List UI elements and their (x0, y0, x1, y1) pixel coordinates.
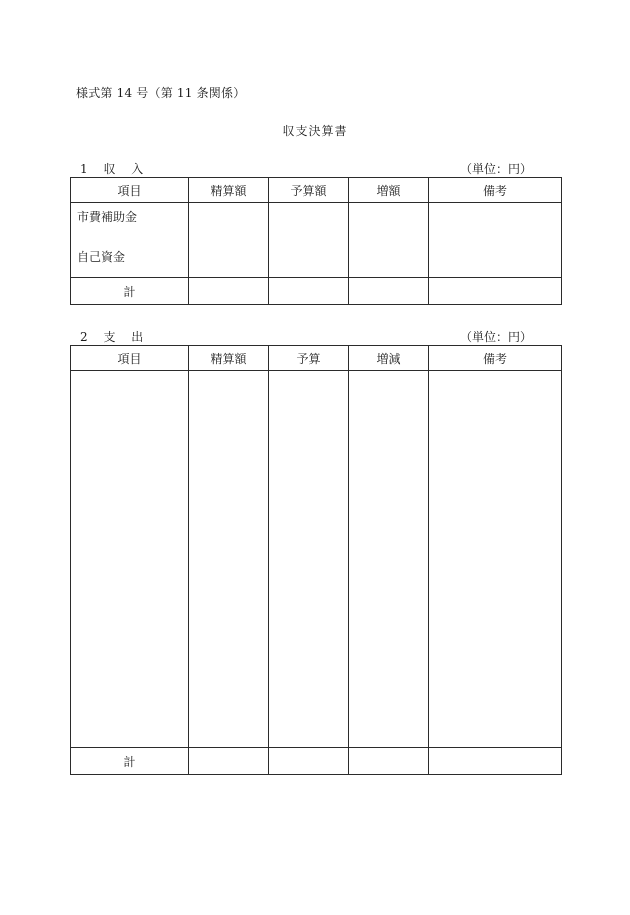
income-unit-label: （単位：円） (459, 162, 532, 176)
expense-section-title: 2 支 出 (80, 330, 144, 344)
income-col-budget-amount: 予算額 (269, 178, 349, 203)
income-col-item: 項目 (71, 178, 189, 203)
income-total-row (71, 278, 562, 305)
expense-table (70, 345, 562, 775)
income-body-row (71, 203, 562, 278)
income-total-label: 計 (71, 278, 189, 305)
income-budget-cell[interactable] (269, 203, 349, 278)
expense-body-row (71, 371, 562, 748)
page-title: 収支決算書 (282, 124, 348, 138)
expense-col-item: 項目 (71, 346, 189, 371)
income-col-settled-amount: 精算額 (189, 178, 269, 203)
expense-remarks-cell[interactable] (429, 371, 562, 748)
income-total-increase-cell[interactable] (349, 278, 429, 305)
income-col-remarks: 備考 (429, 178, 562, 203)
income-section-header (72, 160, 560, 176)
income-col-increase: 増額 (349, 178, 429, 203)
income-remarks-cell[interactable] (429, 203, 562, 278)
expense-col-settled-amount: 精算額 (189, 346, 269, 371)
income-settled-cell[interactable] (189, 203, 269, 278)
expense-total-row (71, 748, 562, 775)
income-item-own-funds: 自己資金 (77, 250, 126, 264)
income-table (70, 177, 562, 305)
expense-col-change: 増減 (349, 346, 429, 371)
expense-col-budget: 予算 (269, 346, 349, 371)
income-items-cell[interactable] (71, 203, 189, 278)
expense-total-label: 計 (71, 748, 189, 775)
expense-total-change-cell[interactable] (349, 748, 429, 775)
expense-items-cell[interactable] (71, 371, 189, 748)
expense-budget-cell[interactable] (269, 371, 349, 748)
expense-settled-cell[interactable] (189, 371, 269, 748)
expense-unit-label: （単位：円） (459, 330, 532, 344)
expense-change-cell[interactable] (349, 371, 429, 748)
expense-header-row (71, 346, 562, 371)
expense-total-settled-cell[interactable] (189, 748, 269, 775)
income-section-title: 1 収 入 (80, 162, 144, 176)
expense-total-remarks-cell[interactable] (429, 748, 562, 775)
expense-total-budget-cell[interactable] (269, 748, 349, 775)
income-total-settled-cell[interactable] (189, 278, 269, 305)
income-header-row (71, 178, 562, 203)
income-total-budget-cell[interactable] (269, 278, 349, 305)
expense-col-remarks: 備考 (429, 346, 562, 371)
form-number: 様式第 14 号（第 11 条関係） (76, 86, 246, 100)
income-item-city-subsidy: 市費補助金 (77, 210, 138, 224)
income-total-remarks-cell[interactable] (429, 278, 562, 305)
income-increase-cell[interactable] (349, 203, 429, 278)
expense-section-header (72, 328, 560, 344)
